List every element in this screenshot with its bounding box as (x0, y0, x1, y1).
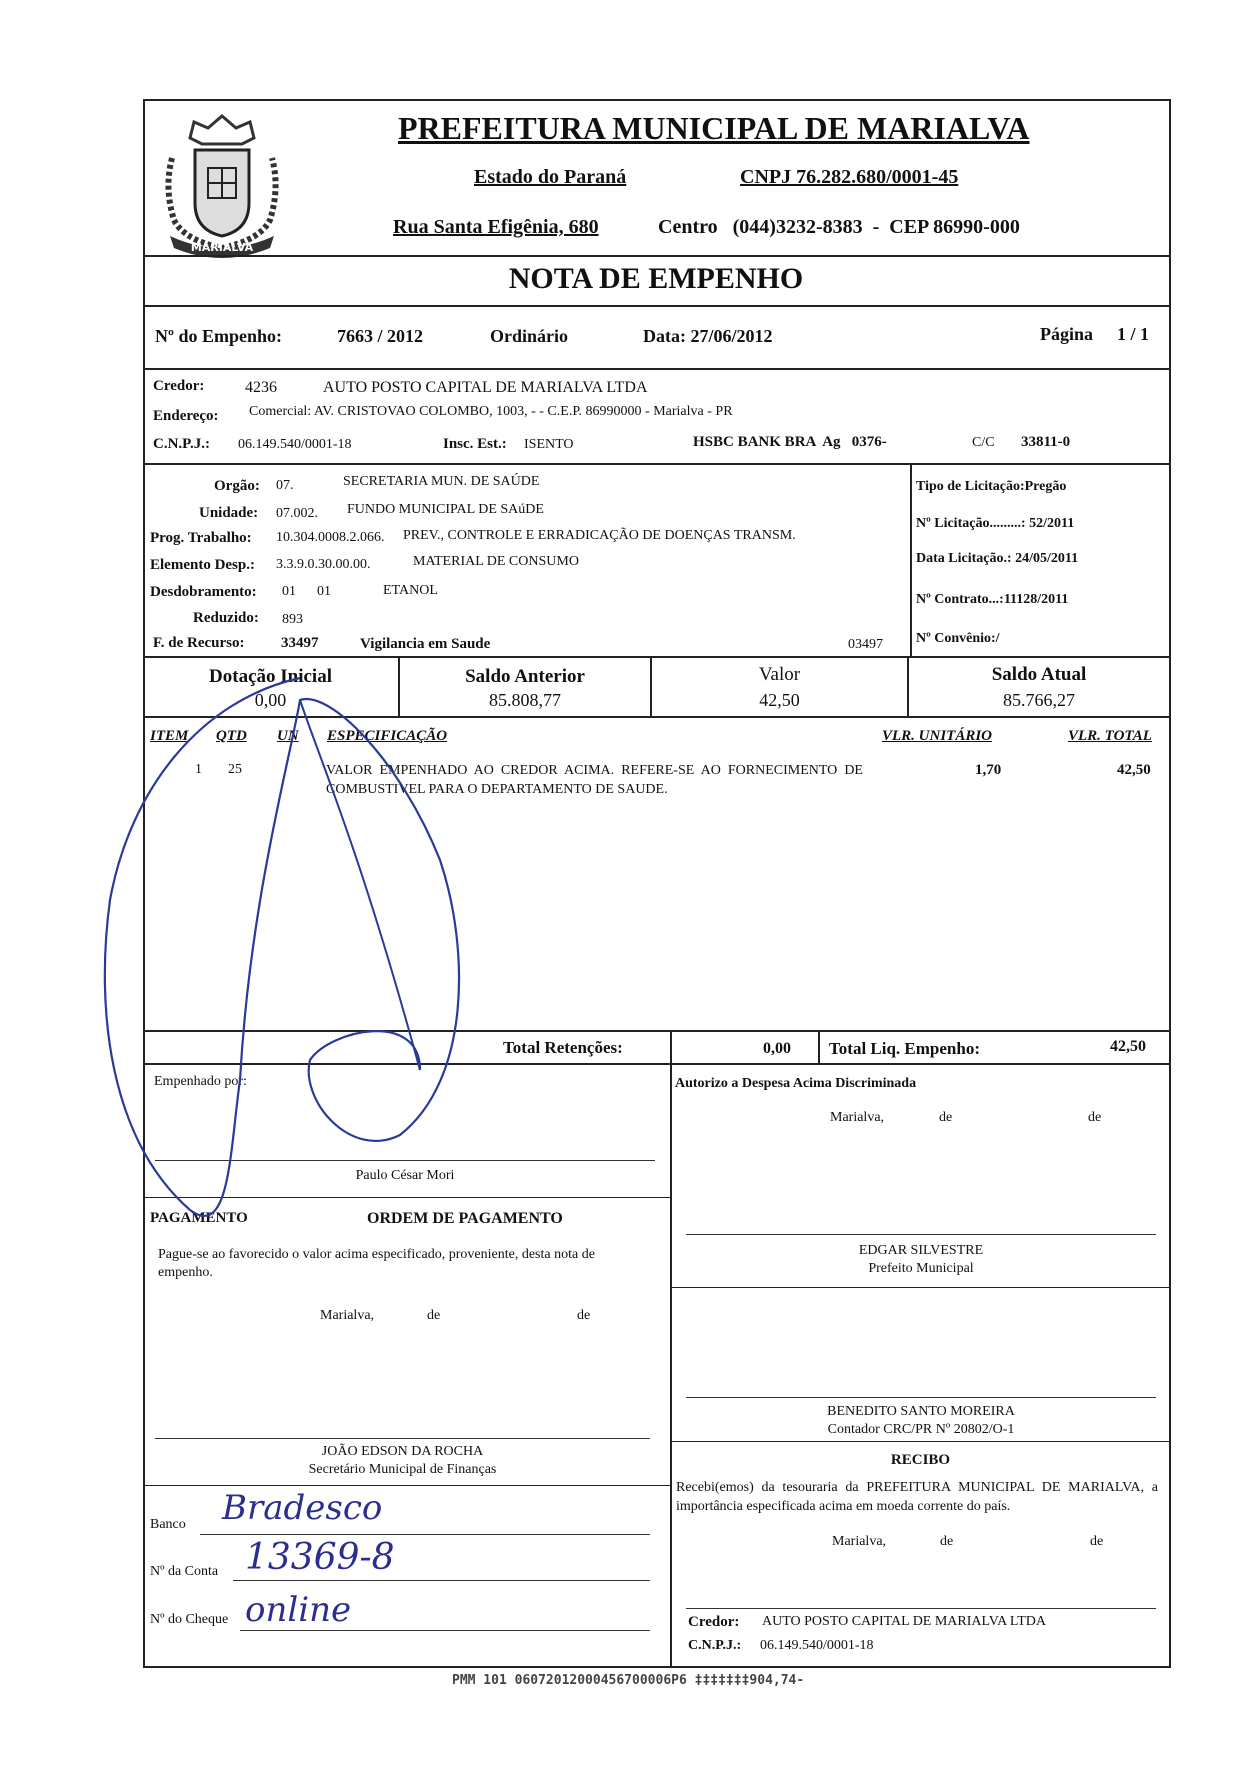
cnpj-label: CNPJ 76.282.680/0001-45 (740, 166, 959, 188)
desdobramento-code: 01 01 (282, 584, 331, 599)
credor-cnpj: 06.149.540/0001-18 (238, 437, 352, 452)
elemento-code: 3.3.9.0.30.00.00. (276, 557, 371, 572)
unidade-name: FUNDO MUNICIPAL DE SAúDE (347, 502, 544, 517)
svg-text:MARIALVA: MARIALVA (190, 241, 254, 254)
state-label: Estado do Paraná (474, 166, 627, 188)
col-vlr-unitario: VLR. UNITÁRIO (882, 728, 993, 744)
prog-label: Prog. Trabalho: (150, 530, 252, 546)
document-title: NOTA DE EMPENHO (508, 262, 804, 295)
prefeito-cargo: Prefeito Municipal (868, 1261, 974, 1276)
item-especificacao: VALOR EMPENHADO AO CREDOR ACIMA. REFERE-SE AO FORNECIMENTO DE COMBUSTIVEL PARA O DEPARTAMENTO DE SAUDE. (326, 763, 863, 797)
dotacao-inicial-value: 0,00 (254, 690, 287, 710)
saldo-atual-label: Saldo Atual (991, 664, 1087, 685)
saldo-anterior-value: 85.808,77 (489, 690, 561, 710)
banco-label: Banco (150, 1517, 186, 1532)
col-especificacao: ESPECIFICAÇÃO (327, 728, 448, 744)
conta-label: Nº da Conta (150, 1564, 219, 1579)
recurso-label: F. de Recurso: (153, 635, 245, 651)
conta-handwritten: 13369-8 (245, 1537, 395, 1578)
recibo-credor-label: Credor: (688, 1614, 740, 1630)
orgao-name: SECRETARIA MUN. DE SAÚDE (343, 474, 540, 489)
reduzido-label: Reduzido: (193, 610, 259, 626)
ordem-pagamento-label: ORDEM DE PAGAMENTO (367, 1210, 563, 1227)
pague-se-texto: Pague-se ao favorecido o valor acima especificado, proveniente, desta nota de empenho. (158, 1247, 595, 1280)
orgao-code: 07. (276, 478, 294, 493)
page-number: 1 / 1 (1117, 324, 1150, 344)
numero-convenio: Nº Convênio:/ (916, 631, 1000, 646)
recibo-cnpj: 06.149.540/0001-18 (760, 1638, 874, 1653)
credor-label: Credor: (153, 378, 205, 394)
numero-contrato: Nº Contrato...:11128/2011 (916, 592, 1069, 607)
saldo-anterior-label: Saldo Anterior (465, 666, 585, 687)
prog-name: PREV., CONTROLE E ERRADICAÇÃO DE DOENÇAS TRANSM. (403, 528, 796, 543)
empenho-number-label: Nº do Empenho: (155, 326, 282, 346)
autorizo-label: Autorizo a Despesa Acima Discriminada (675, 1076, 917, 1091)
empenhado-nome: Paulo César Mori (355, 1168, 455, 1183)
item-vlr-unitario: 1,70 (975, 762, 1002, 778)
elemento-label: Elemento Desp.: (150, 557, 255, 573)
numero-licitacao: Nº Licitação.........: 52/2011 (916, 516, 1075, 531)
recurso-code2: 03497 (848, 637, 883, 652)
contact-line: Centro (044)3232-8383 - CEP 86990-000 (658, 216, 1020, 238)
recibo-title: RECIBO (890, 1452, 951, 1468)
footer-code: PMM 101 06072012000456700006P6 ‡‡‡‡‡‡‡904,74- (452, 1673, 805, 1688)
recibo-credor-nome: AUTO POSTO CAPITAL DE MARIALVA LTDA (762, 1614, 1046, 1629)
credor-cnpj-label: C.N.P.J.: (153, 436, 210, 452)
pagamento-de2: de (577, 1308, 591, 1323)
autorizo-local: Marialva, (830, 1110, 885, 1125)
total-retencoes-label: Total Retenções: (503, 1038, 623, 1057)
valor-value: 42,50 (759, 690, 800, 710)
cc-value: 33811-0 (1021, 434, 1071, 450)
autorizo-de2: de (1088, 1110, 1102, 1125)
contador-cargo: Contador CRC/PR Nº 20802/O-1 (827, 1422, 1015, 1437)
credor-code: 4236 (245, 379, 277, 396)
total-retencoes-value: 0,00 (763, 1040, 791, 1057)
tipo-licitacao: Tipo de Licitação:Pregão (916, 479, 1067, 494)
total-liquido-value: 42,50 (1110, 1038, 1146, 1055)
recibo-de2: de (1090, 1534, 1104, 1549)
banco-handwritten: Bradesco (222, 1488, 383, 1528)
recibo-texto: Recebi(emos) da tesouraria da PREFEITURA MUNICIPAL DE MARIALVA, a importância especificada acima em moeda corrente do país. (676, 1480, 1158, 1514)
prefeito-nome: EDGAR SILVESTRE (858, 1243, 984, 1258)
recurso-name: Vigilancia em Saude (360, 636, 491, 652)
pagamento-local: Marialva, (320, 1308, 375, 1323)
cc-label: C/C (972, 435, 995, 450)
recibo-local: Marialva, (832, 1534, 887, 1549)
prog-code: 10.304.0008.2.066. (276, 530, 385, 545)
page-label: Página (1040, 324, 1094, 344)
desdobramento-label: Desdobramento: (150, 584, 257, 600)
bank-info: HSBC BANK BRA Ag 0376- (693, 434, 887, 450)
orgao-label: Orgão: (214, 478, 260, 494)
empenho-date: Data: 27/06/2012 (643, 326, 773, 346)
insc-value: ISENTO (524, 437, 574, 452)
cheque-handwritten: online (245, 1590, 352, 1630)
col-un: UN (277, 728, 299, 744)
item-number: 1 (195, 762, 202, 777)
empenhado-por-label: Empenhado por: (154, 1074, 247, 1089)
col-qtd: QTD (216, 728, 247, 744)
col-item: ITEM (150, 728, 189, 744)
recibo-de1: de (940, 1534, 954, 1549)
elemento-name: MATERIAL DE CONSUMO (413, 554, 579, 569)
pagamento-label: PAGAMENTO (150, 1210, 248, 1226)
recurso-code: 33497 (281, 635, 319, 651)
desdobramento-name: ETANOL (383, 583, 438, 598)
data-licitacao: Data Licitação.: 24/05/2011 (916, 551, 1079, 566)
insc-label: Insc. Est.: (443, 436, 507, 452)
contador-nome: BENEDITO SANTO MOREIRA (827, 1404, 1015, 1419)
pagamento-de1: de (427, 1308, 441, 1323)
endereco-label: Endereço: (153, 408, 219, 424)
autorizo-de1: de (939, 1110, 953, 1125)
item-vlr-total: 42,50 (1117, 762, 1151, 778)
empenho-number: 7663 / 2012 (337, 326, 424, 346)
item-qtd: 25 (228, 762, 242, 777)
credor-address: Comercial: AV. CRISTOVAO COLOMBO, 1003, - - C.E.P. 86990000 - Marialva - PR (249, 404, 733, 419)
unidade-code: 07.002. (276, 506, 318, 521)
total-liquido-label: Total Liq. Empenho: (829, 1039, 980, 1058)
city-hall-title: PREFEITURA MUNICIPAL DE MARIALVA (398, 110, 1030, 146)
cheque-label: Nº do Cheque (150, 1612, 229, 1627)
credor-name: AUTO POSTO CAPITAL DE MARIALVA LTDA (323, 379, 648, 396)
saldo-atual-value: 85.766,27 (1003, 690, 1075, 710)
address-line: Rua Santa Efigênia, 680 (393, 216, 599, 238)
reduzido-value: 893 (282, 612, 303, 627)
secretario-cargo: Secretário Municipal de Finanças (308, 1462, 497, 1477)
dotacao-inicial-label: Dotação Inicial (209, 666, 332, 687)
secretario-nome: JOÃO EDSON DA ROCHA (321, 1444, 484, 1459)
empenho-type: Ordinário (490, 326, 569, 346)
valor-label: Valor (758, 664, 801, 685)
recibo-cnpj-label: C.N.P.J.: (688, 1638, 742, 1653)
unidade-label: Unidade: (199, 505, 259, 521)
col-vlr-total: VLR. TOTAL (1068, 728, 1152, 744)
